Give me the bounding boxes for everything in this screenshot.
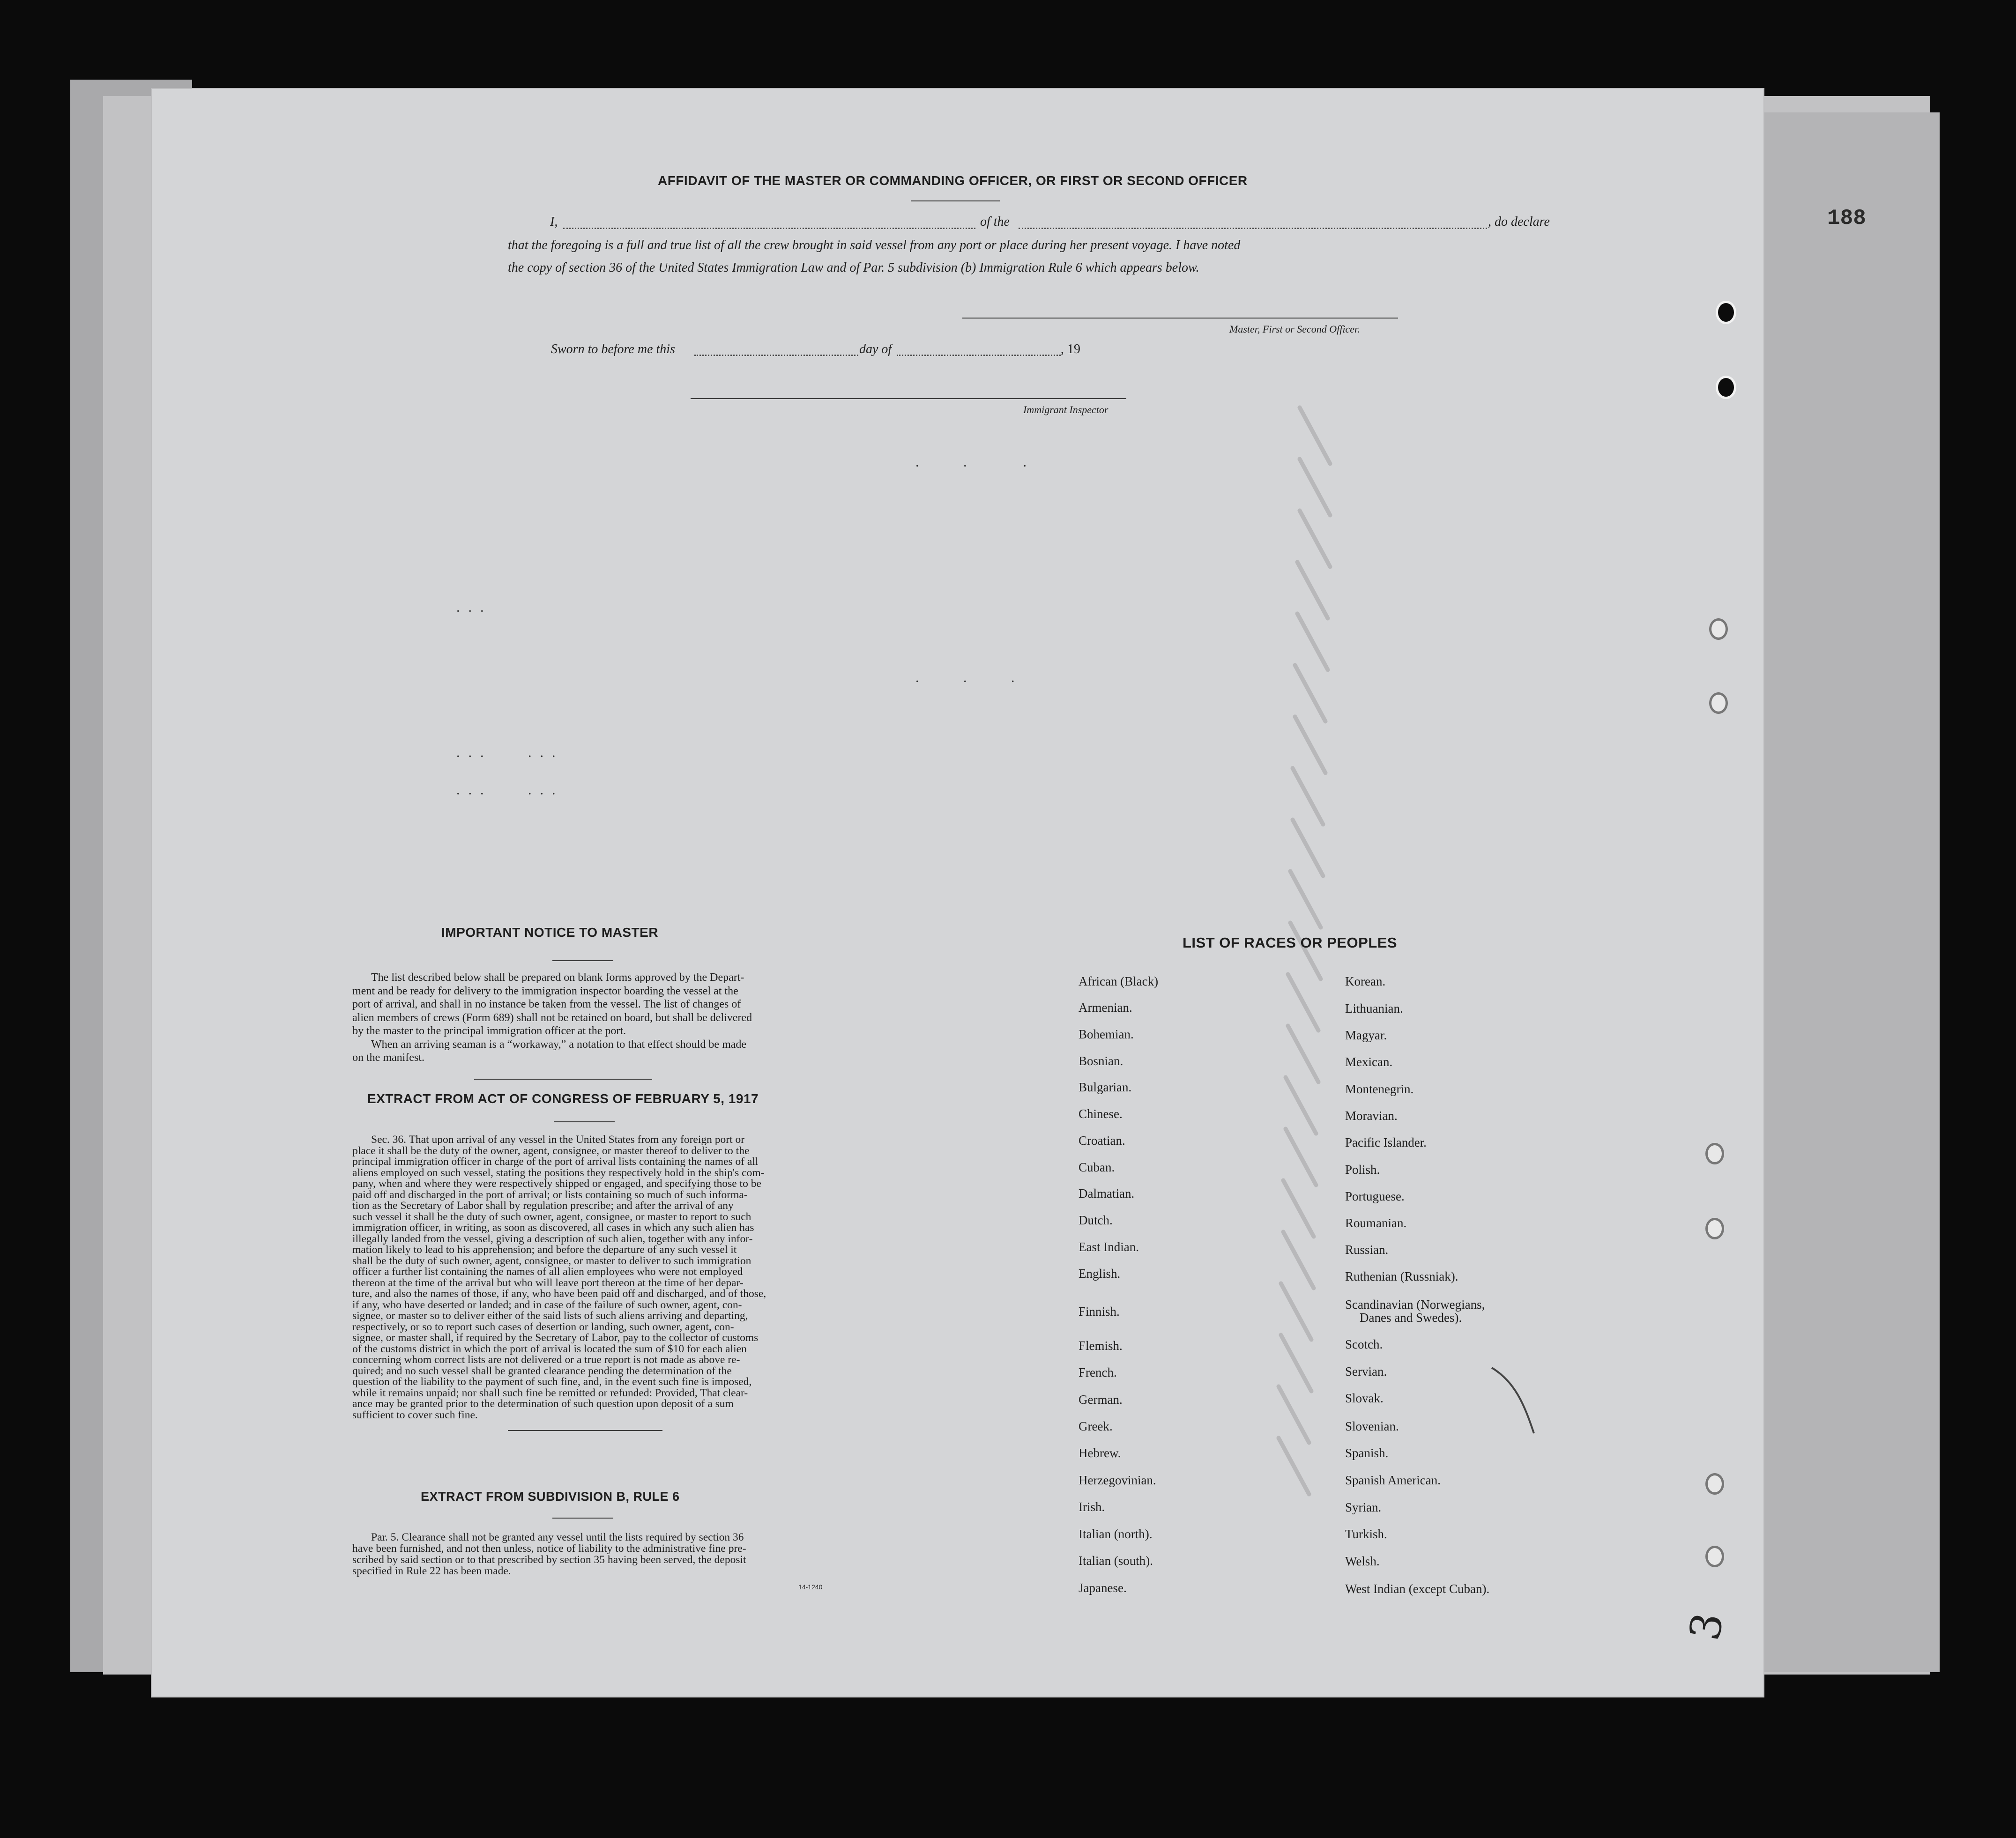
affidavit-name-blank: [563, 228, 975, 229]
race-item: English.: [1079, 1267, 1121, 1281]
race-item: Syrian.: [1345, 1500, 1382, 1514]
extract-act-line: illegally landed from the vessel, giving a description of such alien, together with any infor-: [352, 1232, 753, 1245]
corner-mark: 3: [1680, 1609, 1733, 1644]
binder-hole-top-2: [1716, 376, 1736, 399]
extract-act-line: officer a further list containing the names of all alien employees who were not employed: [352, 1266, 743, 1278]
race-item: Montenegrin.: [1345, 1082, 1414, 1096]
sworn-day-blank: [694, 355, 858, 356]
master-signature-line: [962, 318, 1398, 319]
race-item: Moravian.: [1345, 1109, 1398, 1123]
race-item: Lithuanian.: [1345, 1001, 1403, 1015]
race-item: Italian (north).: [1079, 1527, 1153, 1541]
notice-line: by the master to the principal immigration officer at the port.: [352, 1025, 626, 1037]
race-item: Magyar.: [1345, 1028, 1387, 1042]
race-item: French.: [1079, 1365, 1117, 1379]
notice-separator: [474, 1079, 652, 1080]
race-item: Scotch.: [1345, 1337, 1383, 1351]
binder-hole-5: [1705, 1143, 1724, 1164]
race-item: West Indian (except Cuban).: [1345, 1582, 1490, 1596]
extract-act-line: paid off and discharged in the port of arrival; or lists containing so much of such informa-: [352, 1188, 748, 1201]
race-item: Japanese.: [1079, 1581, 1127, 1595]
notice-text: [352, 971, 980, 1065]
extract-act-line: Sec. 36. That upon arrival of any vessel in the United States from any foreign port or: [371, 1134, 745, 1146]
affidavit-vessel-blank: [1019, 228, 1487, 229]
race-item: East Indian.: [1079, 1240, 1139, 1254]
extract-rule-line: specified in Rule 22 has been made.: [352, 1565, 511, 1577]
extract-act-line: question of the liability to the payment of such fine, and, in the event such fine is imposed,: [352, 1376, 752, 1388]
extract-rule-underline: [552, 1518, 613, 1519]
race-item: Servian.: [1345, 1364, 1387, 1378]
extract-act-line: sufficient to cover such fine.: [352, 1408, 478, 1421]
sworn-day-of: day of: [859, 342, 892, 356]
race-item: Spanish.: [1345, 1446, 1389, 1460]
race-item: Scandinavian (Norwegians,: [1345, 1297, 1485, 1312]
extract-act-line: signee, or master shall, if required by the Secretary of Labor, pay to the collector of customs: [352, 1332, 759, 1344]
affidavit-declare: , do declare: [1488, 215, 1550, 229]
race-item: Finnish.: [1079, 1304, 1120, 1319]
master-signature-caption: Master, First or Second Officer.: [1229, 323, 1360, 335]
extract-act-line: pany, when and where they were respectively shipped or engaged, and specifying those to be: [352, 1178, 761, 1190]
extract-act-separator: [508, 1430, 662, 1431]
extract-act-line: while it remains unpaid; nor shall such fine be remitted or refunded: Provided, That clear-: [352, 1386, 748, 1399]
bleed-dots-4: . . .: [915, 454, 1035, 470]
race-item: Chinese.: [1079, 1107, 1123, 1121]
notice-line: on the manifest.: [352, 1052, 424, 1064]
affidavit-line-3: the copy of section 36 of the United States Immigration Law and of Par. 5 subdivision (b) Immigration Rule 6 which appears below.: [508, 260, 1199, 275]
extract-rule-line: scribed by said section or to that prescribed by section 35 having been served, the deposit: [352, 1554, 746, 1566]
binder-hole-3: [1709, 618, 1728, 640]
race-item: Mexican.: [1345, 1055, 1393, 1069]
affidavit-title: AFFIDAVIT OF THE MASTER OR COMMANDING OFFICER, OR FIRST OR SECOND OFFICER: [658, 173, 1248, 188]
affidavit-line-2: that the foregoing is a full and true list of all the crew brought in said vessel from any port or place during her present voyage. I have noted: [508, 238, 1241, 252]
race-item: Polish.: [1345, 1163, 1380, 1177]
pencil-mark: [1487, 1363, 1543, 1438]
back-sheet-right: [1733, 112, 1940, 1672]
sheet-number: 188: [1827, 206, 1866, 230]
extract-rule-line: have been furnished, and not then unless, notice of liability to the administrative fine pre-: [352, 1542, 746, 1555]
extract-act-line: mation likely to lead to his apprehension; and before the departure of any such vessel it: [352, 1244, 737, 1256]
race-item: Greek.: [1079, 1419, 1113, 1433]
notice-line: The list described below shall be prepared on blank forms approved by the Depart-: [371, 971, 744, 984]
race-item: Irish.: [1079, 1500, 1105, 1514]
extract-act-line: immigration officer, in writing, as soon as discovered, all cases in which any such alien has: [352, 1222, 754, 1234]
bleed-dots-3: ... ...: [456, 782, 564, 798]
binder-hole-4: [1709, 692, 1728, 714]
race-item: Dalmatian.: [1079, 1186, 1135, 1201]
race-item: Welsh.: [1345, 1554, 1380, 1568]
extract-act-underline: [554, 1121, 615, 1122]
extract-act-line: respectively, or so to report such cases of desertion or landing, such owner, agent, con-: [352, 1320, 734, 1333]
extract-act-line: signee, or master so to deliver either of the said lists of such aliens arriving and departing,: [352, 1310, 748, 1322]
affidavit-of-the: of the: [980, 215, 1010, 229]
form-number: 14-1240: [798, 1583, 823, 1591]
extract-act-line: place it shall be the duty of the owner, agent, consignee, or master thereof to deliver to the: [352, 1144, 750, 1157]
race-item: Danes and Swedes).: [1360, 1311, 1462, 1325]
extract-rule-line: Par. 5. Clearance shall not be granted any vessel until the lists required by section 36: [371, 1531, 744, 1543]
race-item: Herzegovinian.: [1079, 1473, 1156, 1487]
notice-underline: [552, 960, 613, 961]
extract-act-line: ance may be granted prior to the determination of such question upon deposit of a sum: [352, 1398, 734, 1410]
bleed-dots-1: ...: [456, 600, 492, 615]
extract-rule-title: EXTRACT FROM SUBDIVISION B, RULE 6: [421, 1490, 680, 1504]
check-mark-column: [1229, 389, 1351, 1607]
race-item: German.: [1079, 1393, 1123, 1407]
race-item: Russian.: [1345, 1243, 1389, 1257]
sworn-prefix: Sworn to before me this: [551, 342, 675, 356]
extract-rule-text: [352, 1532, 980, 1577]
extract-act-text: [352, 1134, 980, 1421]
binder-hole-8: [1705, 1546, 1724, 1567]
extract-act-line: shall be the duty of such owner, agent, consignee, or master to deliver to such immigration: [352, 1254, 751, 1267]
title-underline: [911, 200, 1000, 201]
race-item: Dutch.: [1079, 1213, 1113, 1227]
inspector-signature-line: [691, 398, 1126, 399]
notice-title: IMPORTANT NOTICE TO MASTER: [441, 925, 659, 940]
binder-hole-6: [1705, 1218, 1724, 1239]
extract-act-line: thereon at the time of the arrival but who will leave port thereon at the time of her depar-: [352, 1276, 744, 1289]
race-item: Turkish.: [1345, 1527, 1387, 1541]
race-item: Italian (south).: [1079, 1554, 1153, 1568]
race-item: Armenian.: [1079, 1001, 1132, 1015]
race-item: Slovak.: [1345, 1391, 1384, 1405]
extract-act-line: quired; and no such vessel shall be granted clearance pending the determination of the: [352, 1364, 732, 1377]
extract-act-line: tion as the Secretary of Labor shall by regulation prescribe; and after the arrival of any: [352, 1200, 734, 1212]
race-item: Roumanian.: [1345, 1216, 1407, 1230]
extract-act-line: of the customs district in which the port of arrival is located the sum of $10 for each alien: [352, 1342, 747, 1355]
race-item: Croatian.: [1079, 1134, 1125, 1148]
affidavit-i: I,: [550, 215, 558, 229]
race-item: Spanish American.: [1345, 1473, 1441, 1487]
race-item: Bulgarian.: [1079, 1080, 1132, 1094]
sworn-year: , 19: [1061, 342, 1080, 356]
race-item: Bohemian.: [1079, 1027, 1134, 1041]
race-item: Hebrew.: [1079, 1446, 1121, 1460]
race-item: African (Black): [1079, 974, 1159, 988]
bleed-dots-2: ... ...: [456, 745, 564, 760]
notice-line: When an arriving seaman is a “workaway,” a notation to that effect should be made: [371, 1038, 747, 1051]
notice-line: alien members of crews (Form 689) shall not be retained on board, but shall be delivered: [352, 1011, 752, 1024]
race-item: Flemish.: [1079, 1339, 1123, 1353]
binder-hole-top-1: [1716, 301, 1736, 324]
inspector-caption: Immigrant Inspector: [1023, 404, 1108, 415]
race-item: Bosnian.: [1079, 1054, 1123, 1068]
sworn-month-blank: [897, 355, 1061, 356]
manifest-page: [151, 88, 1764, 1697]
extract-act-line: concerning whom correct lists are not delivered or a true report is not made as above re-: [352, 1354, 740, 1366]
extract-act-title: EXTRACT FROM ACT OF CONGRESS OF FEBRUARY 5, 1917: [367, 1091, 759, 1106]
notice-line: port of arrival, and shall in no instance be taken from the vessel. The list of changes of: [352, 998, 741, 1010]
notice-line: ment and be ready for delivery to the immigration inspector boarding the vessel at the: [352, 985, 738, 997]
race-item: Pacific Islander.: [1345, 1135, 1427, 1149]
race-item: Cuban.: [1079, 1160, 1115, 1174]
extract-act-line: if any, who have deserted or landed; and in case of the failure of such owner, agent, con-: [352, 1298, 742, 1311]
extract-act-line: aliens employed on such vessel, stating the positions they respectively hold in the ship's com-: [352, 1166, 765, 1179]
race-item: Korean.: [1345, 974, 1386, 988]
races-title: LIST OF RACES OR PEOPLES: [1183, 934, 1398, 951]
race-item: Portuguese.: [1345, 1189, 1405, 1203]
race-item: Slovenian.: [1345, 1419, 1399, 1433]
binder-hole-7: [1705, 1473, 1724, 1495]
extract-act-line: such vessel it shall be the duty of such owner, agent, consignee, or master to report to such: [352, 1210, 751, 1223]
extract-act-line: principal immigration officer in charge of the port of arrival lists containing the names of all: [352, 1156, 759, 1168]
race-item: Ruthenian (Russniak).: [1345, 1269, 1458, 1283]
extract-act-line: ture, and also the names of those, if any, who have been paid off and discharged, and of those,: [352, 1288, 766, 1300]
bleed-dots-5: . . .: [915, 670, 1023, 685]
